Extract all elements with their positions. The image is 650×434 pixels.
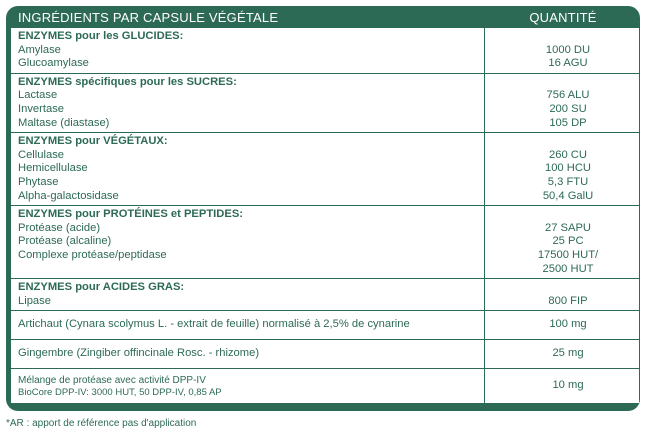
table-header: [6, 6, 640, 28]
quantity-cell: [485, 369, 639, 403]
group-title: ENZYMES pour ACIDES GRAS:: [18, 281, 185, 294]
ingredient-name: Glucoamylase: [18, 57, 89, 70]
ingredient-name: Cellulase: [18, 148, 65, 161]
ingredient-name: Lipase: [18, 294, 51, 307]
quantity-cell: [485, 206, 639, 278]
enzyme-group-row: [11, 74, 639, 133]
enzyme-group-row: [11, 206, 639, 279]
ingredient-quantity: 260 CU: [549, 148, 587, 161]
ingredient-cell: [11, 369, 485, 403]
quantity-column-header: QUANTITÉ: [529, 10, 597, 25]
quantity-spacer: [491, 135, 633, 149]
ingredient-name: Protéase (acide): [18, 221, 101, 234]
ingredient-name: Maltase (diastase): [18, 116, 110, 129]
enzyme-group-row: [11, 28, 639, 74]
blend-quantity: 10 mg: [552, 379, 584, 392]
group-title: ENZYMES pour les GLUCIDES:: [18, 30, 184, 42]
group-title: ENZYMES spécifiques pour les SUCRES:: [18, 75, 237, 88]
enzyme-group-row: [11, 133, 639, 206]
quantity-spacer: [491, 281, 633, 295]
ingredient-cell: [11, 279, 485, 310]
ingredient-name: [18, 263, 478, 277]
ingredient-name: Artichaut (Cynara scolymus L. - extrait de feuille) normalisé à 2,5% de cynarine: [18, 318, 410, 331]
ingredient-quantity: 17500 HUT/: [537, 248, 599, 261]
ingredient-cell: [11, 340, 485, 368]
ingredient-quantity: 50,4 GalU: [542, 189, 594, 202]
ingredient-quantity: 100 HCU: [544, 162, 591, 175]
ingredient-name: Hemicellulase: [18, 162, 88, 175]
group-title: ENZYMES pour PROTÉINES et PEPTIDES:: [18, 208, 244, 221]
quantity-spacer: [491, 30, 633, 44]
quantity-cell: [485, 340, 639, 368]
ingredient-quantity: 16 AGU: [548, 57, 588, 70]
ingredient-quantity: 2500 HUT: [542, 262, 594, 275]
enzyme-group-row: [11, 279, 639, 311]
ingredient-name: Protéase (alcaline): [18, 235, 112, 248]
ingredient-quantity: 756 ALU: [546, 89, 590, 102]
ingredient-quantity: 27 SAPU: [544, 221, 592, 234]
ingredient-cell: [11, 311, 485, 339]
ingredient-name: Alpha-galactosidase: [18, 189, 119, 202]
quantity-spacer: [491, 76, 633, 90]
blend-row: [11, 369, 639, 403]
group-title: ENZYMES pour VÉGÉTAUX:: [18, 135, 168, 148]
ingredients-table-panel: [6, 6, 640, 411]
ingredient-quantity: 1000 DU: [545, 43, 591, 56]
ingredient-name: Phytase: [18, 175, 59, 188]
ingredient-name: Complexe protéase/peptidase: [18, 248, 167, 261]
quantity-spacer: [491, 208, 633, 222]
extract-row: [11, 340, 639, 369]
ingredients-column-header: INGRÉDIENTS PAR CAPSULE VÉGÉTALE: [18, 10, 279, 25]
ingredient-name: Gingembre (Zingiber offincinale Rosc. - rhizome): [18, 347, 260, 360]
ingredient-cell: [11, 206, 485, 278]
ingredient-cell: [11, 74, 485, 132]
quantity-cell: [485, 279, 639, 310]
quantity-cell: [485, 311, 639, 339]
ingredient-name: Lactase: [18, 89, 58, 102]
ingredient-quantity: 25 PC: [552, 235, 584, 248]
blend-name: Mélange de protéase avec activité DPP-IV: [18, 374, 206, 386]
table-body: [11, 28, 639, 403]
blend-subtitle: BioCore DPP-IV: 3000 HUT, 50 DPP-IV, 0,85 AP: [18, 386, 222, 398]
extract-row: [11, 311, 639, 340]
ingredient-quantity: 5,3 FTU: [547, 175, 589, 188]
ingredient-quantity: 800 FIP: [548, 294, 588, 307]
quantity-cell: [485, 133, 639, 205]
ingredient-cell: [11, 133, 485, 205]
quantity-cell: [485, 28, 639, 73]
ingredient-quantity: 200 SU: [549, 102, 587, 115]
ingredient-quantity: 105 DP: [549, 116, 587, 129]
ingredient-cell: [11, 28, 485, 73]
footnote: *AR : apport de référence pas d'application: [6, 418, 197, 429]
ingredient-name: Invertase: [18, 102, 65, 115]
ingredient-quantity: 100 mg: [549, 318, 587, 331]
ingredient-name: Amylase: [18, 43, 61, 56]
ingredient-quantity: 25 mg: [552, 347, 584, 360]
quantity-cell: [485, 74, 639, 132]
